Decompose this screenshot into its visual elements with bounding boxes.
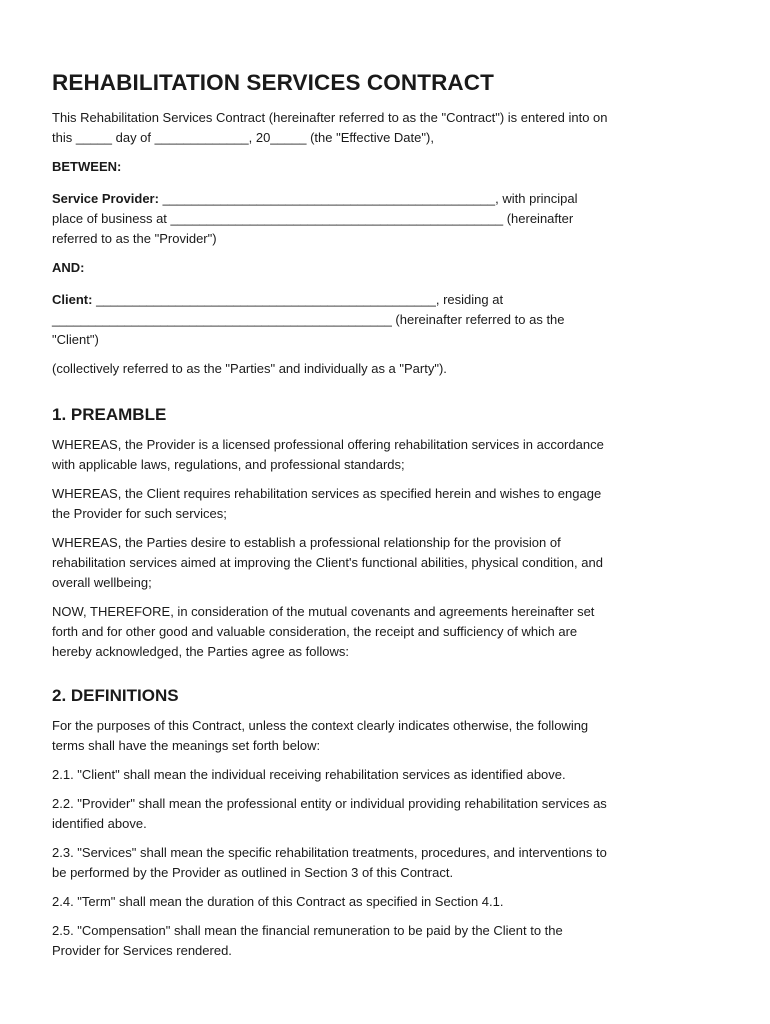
intro-line-2: this _____ day of _____________, 20_____ (the "Effective Date"),: [52, 130, 434, 145]
client-line-3: "Client"): [52, 332, 99, 347]
provider-line-2: place of business at ______________________________________________ (hereinafter: [52, 211, 574, 226]
definition-item: 2.3. "Services" shall mean the specific rehabilitation treatments, procedures, and interventions to be performed by the Provider as outlined in Section 3 of this Contract.: [52, 845, 607, 880]
definition-item: 2.2. "Provider" shall mean the professional entity or individual providing rehabilitation services as identified above.: [52, 796, 607, 831]
document-title: REHABILITATION SERVICES CONTRACT: [52, 70, 494, 95]
section-heading-preamble: 1. PREAMBLE: [52, 405, 167, 424]
preamble-paragraph: WHEREAS, the Client requires rehabilitation services as specified herein and wishes to engage the Provider for such services;: [52, 486, 602, 521]
and-label: AND:: [52, 260, 85, 275]
client-label: Client:: [52, 292, 93, 307]
preamble-paragraph: NOW, THEREFORE, in consideration of the mutual covenants and agreements hereinafter set forth and for other good and valuable consideration, the receipt and sufficiency of which are hereby acknowledged, the Parties agree as follows:: [52, 604, 595, 659]
section-heading-definitions: 2. DEFINITIONS: [52, 686, 179, 705]
intro-line-1: This Rehabilitation Services Contract (hereinafter referred to as the "Contract") is entered into on: [52, 110, 608, 125]
provider-paragraph: [52, 189, 722, 249]
provider-line-1: ______________________________________________, with principal: [158, 191, 578, 206]
preamble-paragraph: WHEREAS, the Provider is a licensed professional offering rehabilitation services in accordance with applicable laws, regulations, and professional standards;: [52, 437, 604, 472]
intro-paragraph: [52, 108, 722, 148]
preamble-paragraph: WHEREAS, the Parties desire to establish a professional relationship for the provision of rehabilitation services aimed at improving the Client's functional abilities, physical condition, and overall wellbeing;: [52, 535, 603, 590]
between-label: BETWEEN:: [52, 159, 122, 174]
collectively-paragraph: (collectively referred to as the "Parties" and individually as a "Party").: [52, 361, 447, 376]
definition-item: 2.1. "Client" shall mean the individual receiving rehabilitation services as identified above.: [52, 767, 566, 782]
provider-label: Service Provider:: [52, 191, 159, 206]
document-page: [52, 70, 722, 961]
client-paragraph: [52, 290, 722, 350]
provider-line-3: referred to as the "Provider"): [52, 231, 217, 246]
definitions-intro: For the purposes of this Contract, unless the context clearly indicates otherwise, the following terms shall have the meanings set forth below:: [52, 718, 589, 753]
definition-item: 2.4. "Term" shall mean the duration of this Contract as specified in Section 4.1.: [52, 894, 504, 909]
definition-item: 2.5. "Compensation" shall mean the financial remuneration to be paid by the Client to the Provider for Services rendered.: [52, 923, 563, 958]
client-line-2: _______________________________________________ (hereinafter referred to as the: [52, 312, 565, 327]
client-line-1: _______________________________________________, residing at: [92, 292, 504, 307]
